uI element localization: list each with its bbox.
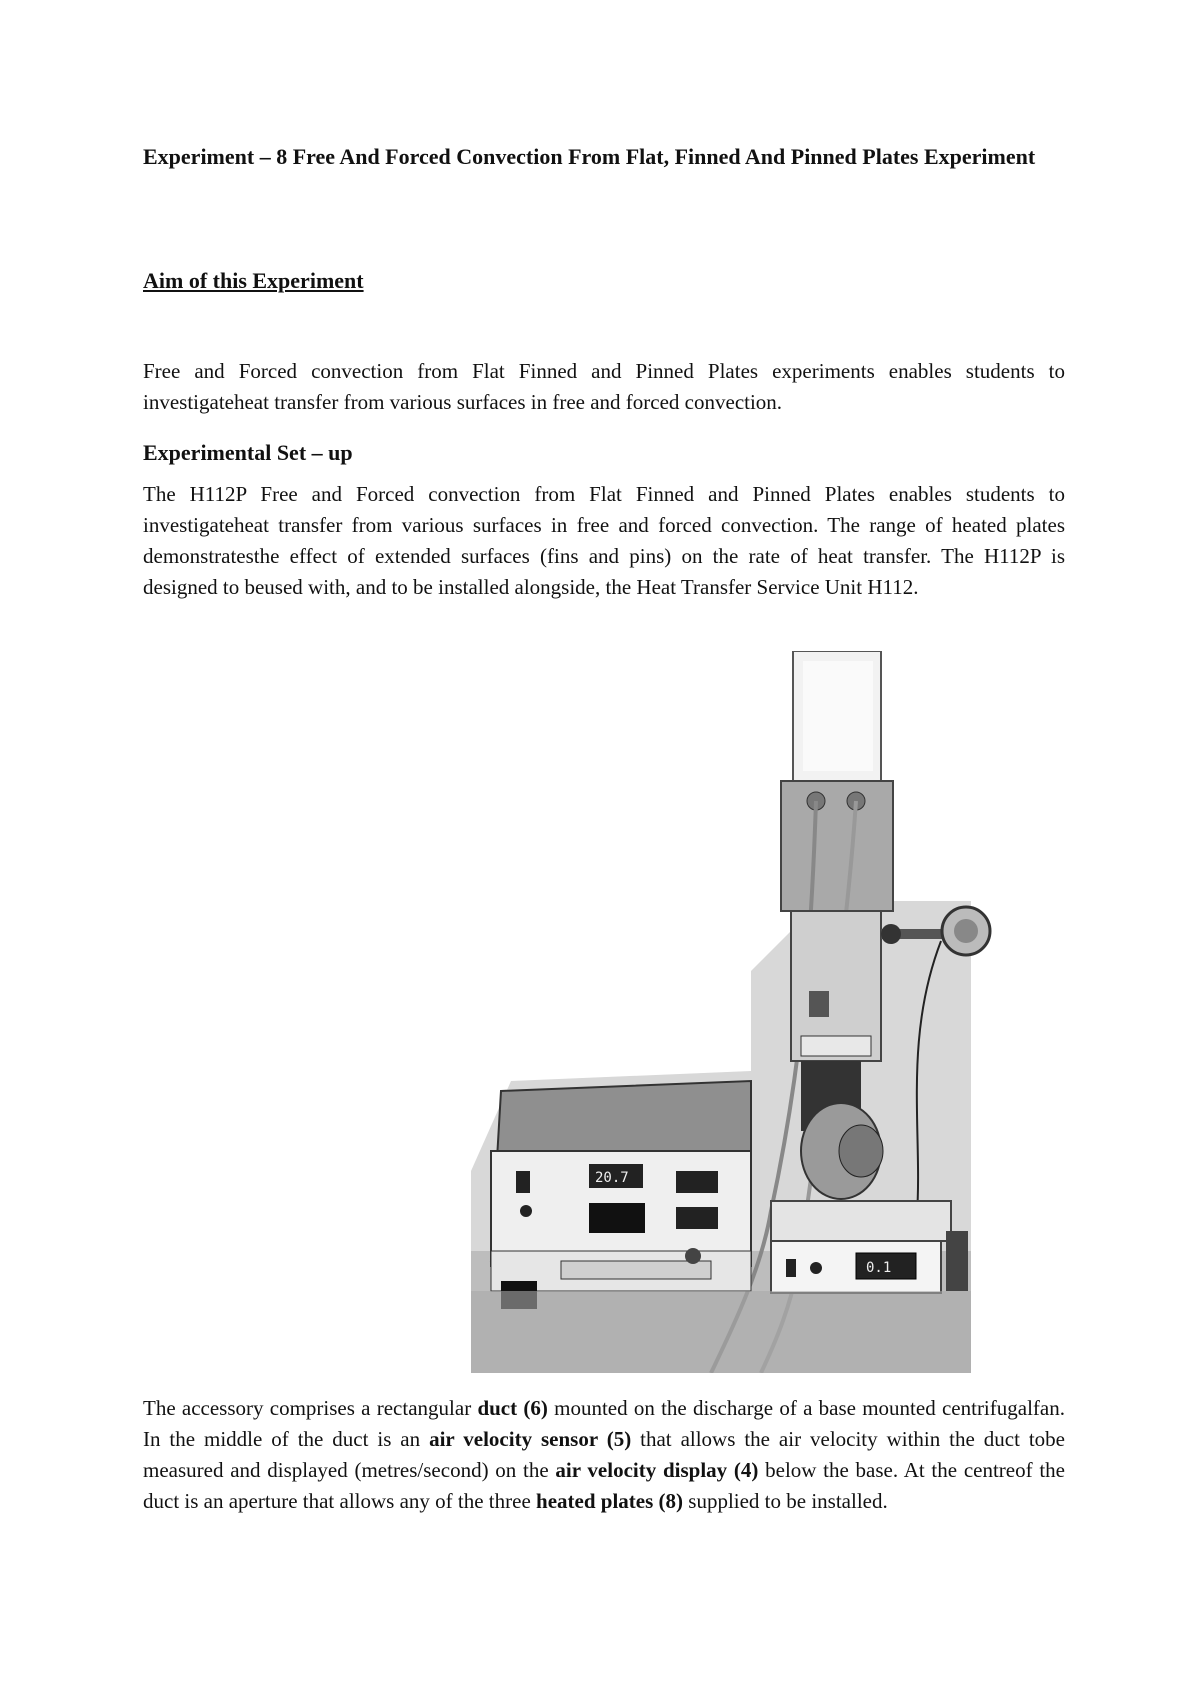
page-title: Experiment – 8 Free And Forced Convection From Flat, Finned And Pinned Plates Experiment	[143, 144, 1036, 169]
accessory-text-5: supplied to be installed.	[683, 1489, 888, 1513]
accessory-text-4: below the base. At the centreof the duct is an aperture that allows any of the three	[143, 1458, 1065, 1513]
aim-paragraph: Free and Forced convection from Flat Finned and Pinned Plates experiments enables students to investigateheat transfer from various surfaces in free and forced convection.	[143, 359, 1065, 414]
aim-heading: Aim of this Experiment	[143, 268, 364, 293]
apparatus-photo	[471, 651, 1027, 1373]
air-velocity-sensor-label: air velocity sensor (5)	[429, 1427, 632, 1451]
accessory-paragraph	[143, 1393, 1065, 1517]
air-velocity-display-label: air velocity display (4)	[555, 1458, 759, 1482]
setup-heading: Experimental Set – up	[143, 440, 353, 465]
accessory-text-2: mounted on the discharge of a base mounted centrifugalfan. In the middle of the duct is an	[143, 1396, 1065, 1451]
temperature-display-value: 20.7	[595, 1170, 629, 1186]
heated-plates-label: heated plates (8)	[536, 1489, 684, 1513]
velocity-display-value: 0.1	[866, 1260, 892, 1276]
setup-paragraph: The H112P Free and Forced convection from Flat Finned and Pinned Plates enables students to investigateheat transfer from various surfaces in free and forced convection. The range of heated plates demonstratesthe effect of extended surfaces (fins and pins) on the rate of heat transfer. The H112P is designed to beused with, and to be installed alongside, the Heat Transfer Service Unit H112.	[143, 482, 1065, 599]
duct-label: duct (6)	[477, 1396, 548, 1420]
accessory-text-1: The accessory comprises a rectangular	[143, 1396, 478, 1420]
accessory-text-3: that allows the air velocity within the duct tobe measured and displayed (metres/second) on the	[143, 1427, 1066, 1482]
